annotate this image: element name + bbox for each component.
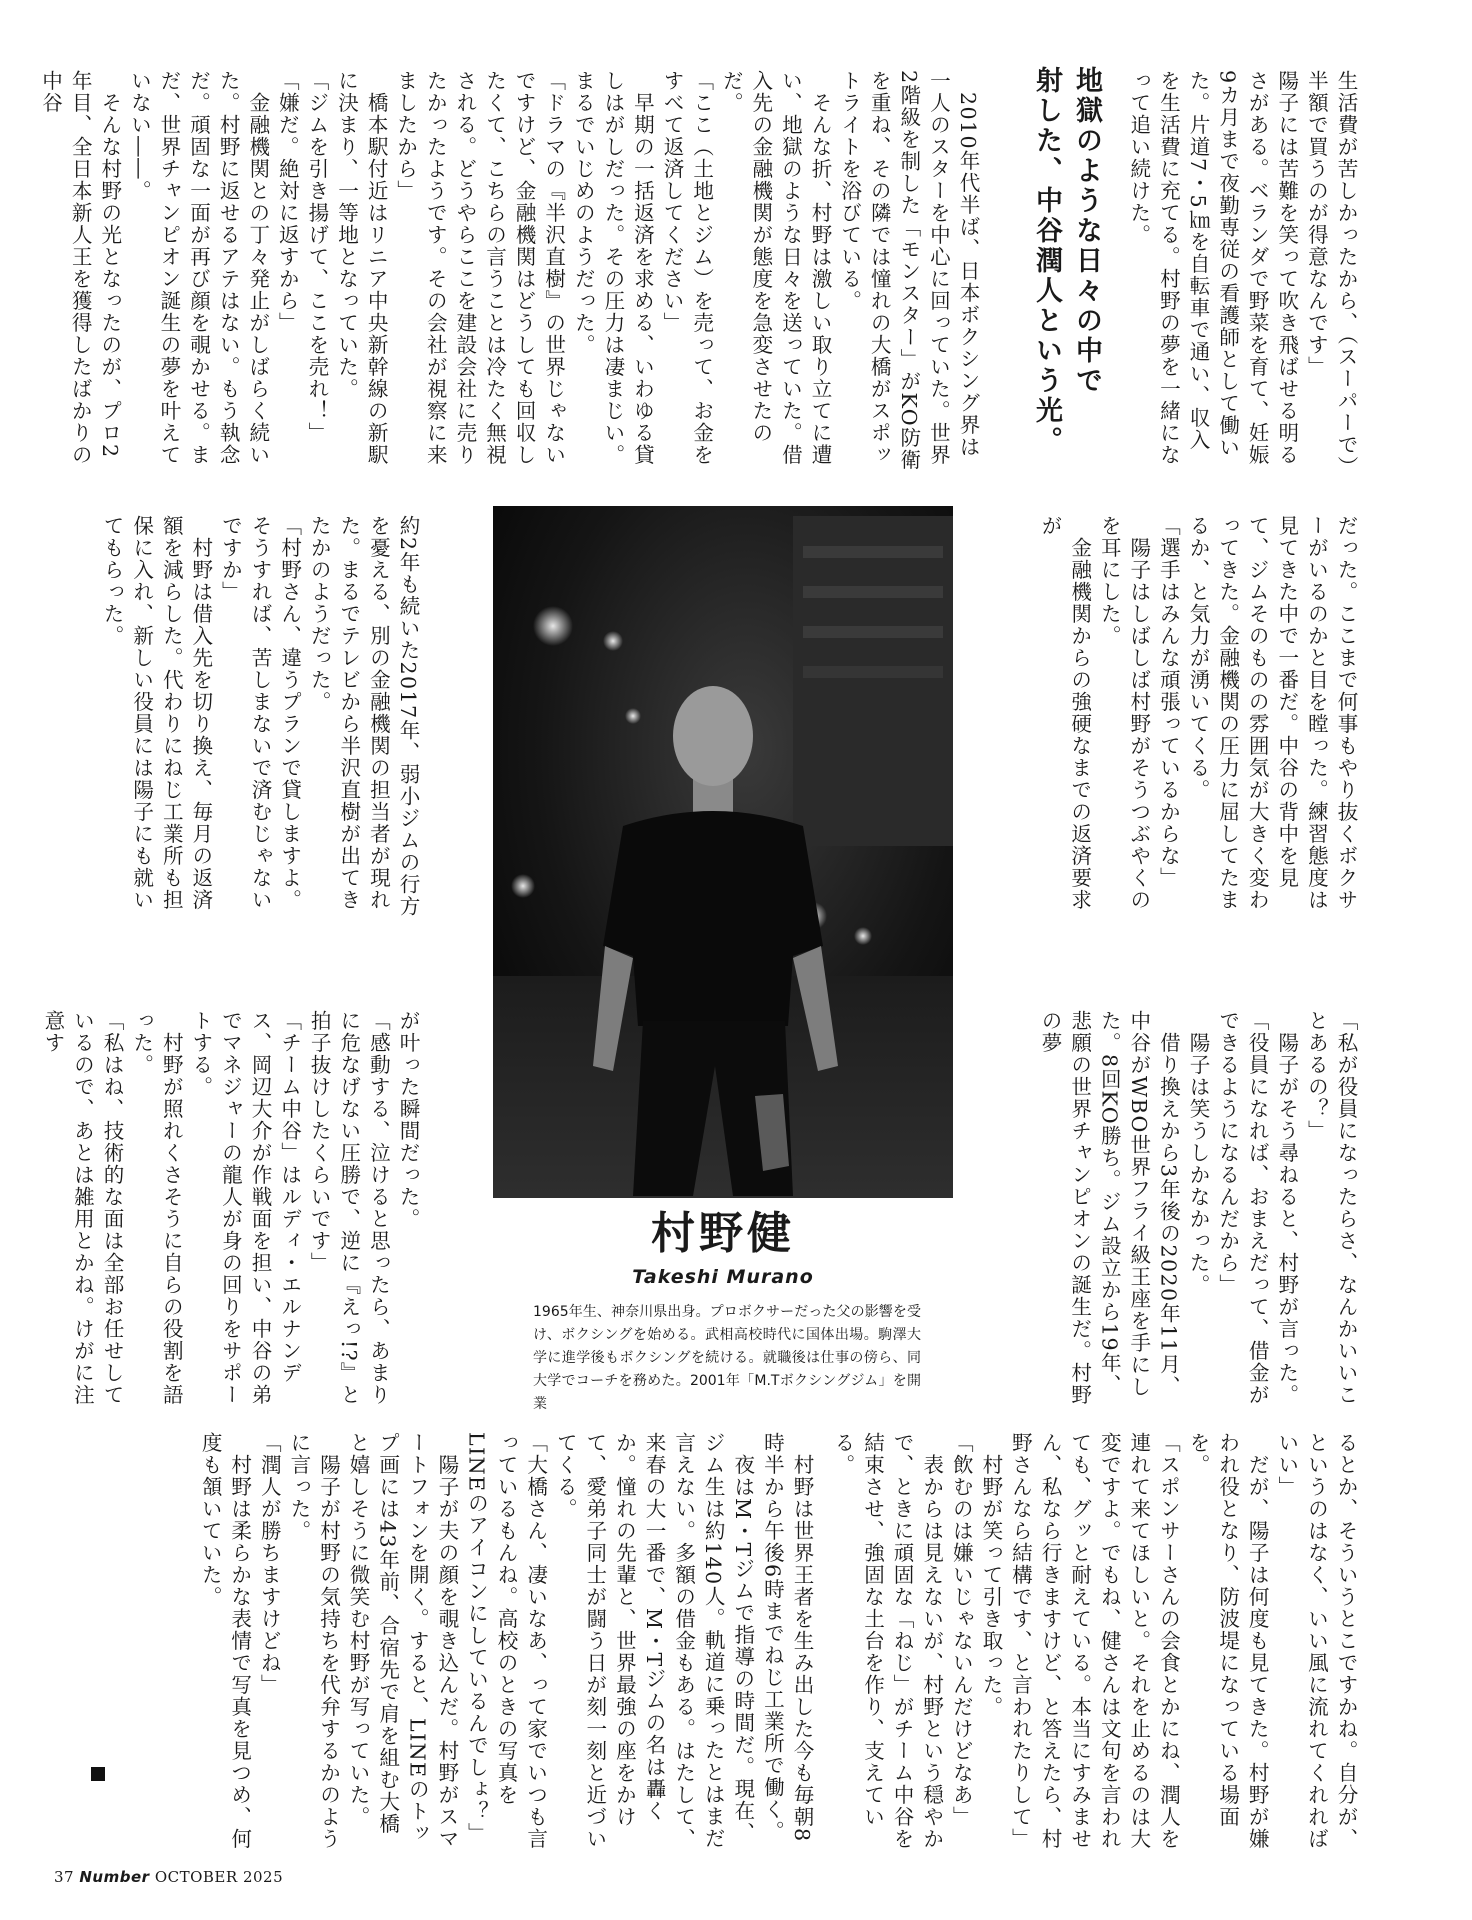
paragraph: 「ここ（土地とジム）を売って、お金をすべて返済してください」 <box>660 70 714 466</box>
headline-line-1: 地獄のような日々の中で <box>1071 66 1102 396</box>
paragraph: 村野が照れくさそうに自らの役割を語った。 <box>129 1010 184 1406</box>
paragraph-list <box>1034 515 1360 925</box>
paragraph: 「チーム中谷」はルディ・エルナンデス、岡辺大介が作戦面を担い、中谷の弟でマネジャーの龍人が身の回りをサポートする。 <box>188 1010 302 1406</box>
article-text-top-right <box>1126 70 1360 472</box>
paragraph-list <box>827 1432 1360 1852</box>
section-headline <box>1014 66 1106 466</box>
magazine-name: Number <box>79 1868 150 1886</box>
paragraph-list <box>1123 70 1360 472</box>
paragraph: るとか、そういうとこですかね。自分が、というのはなく、いい風に流れてくれればいい」 <box>1274 1432 1358 1850</box>
paragraph: 「潤人が勝ちますけどね」 <box>257 1432 282 1696</box>
paragraph: 陽子が村野の気持ちを代弁するかのように言った。 <box>286 1432 341 1850</box>
paragraph-list <box>195 1432 816 1852</box>
paragraph: 「私はね、技術的な面は全部お任せしているので、あとは雑用とかね。けがに注意す <box>40 1010 125 1406</box>
paragraph-list <box>96 515 422 925</box>
paragraph: そんな村野の光となったのが、プロ2年目、全日本新人王を獲得したばかりの中谷 <box>38 70 122 466</box>
paragraph: 陽子は笑うしかなかった。 <box>1186 1010 1211 1296</box>
paragraph: 約2年も続いた2017年、弱小ジムの行方を憂える、別の金融機関の担当者が現れた。まるでテレビから半沢直樹が出てきたかのようだった。 <box>307 515 420 918</box>
paragraph: 村野が笑って引き取った。 <box>978 1432 1003 1718</box>
paragraph: 村野は借入先を切り換え、毎月の返済額を減らした。代わりにねじ工業所も担保に入れ、新しい役員には陽子にも就いてもらった。 <box>100 515 213 911</box>
paragraph: 「選手はみんな頑張っているからな」 <box>1156 515 1181 889</box>
paragraph: 表からは見えないが、村野という穏やかで、ときに頑固な「ねじ」がチーム中谷を結束させ、強固な土台を作り、支えている。 <box>830 1432 944 1850</box>
paragraph: 橋本駅付近はリニア中央新幹線の新駅に決まり、一等地となっていた。 <box>334 70 389 466</box>
paragraph: 金融機関からの強硬なまでの返済要求が <box>1038 515 1092 911</box>
paragraph: 「ドラマの『半沢直樹』の世界じゃないですけど、金融機関はどうしても回収したくて、こちらの言うことは冷たく無視される。どうやらここを建設会社に売りたかったようです。その会社が視察に来ましたから」 <box>393 70 566 466</box>
portrait-illustration <box>493 506 953 1198</box>
paragraph: 早期の一括返済を求める、いわゆる貸しはがしだった。その圧力は凄まじい。まるでいじめのようだった。 <box>571 70 655 466</box>
paragraph: だが、陽子は何度も見てきた。村野が嫌われ役となり、防波堤になっている場面を。 <box>1186 1432 1270 1850</box>
headline-line-2: 射した、中谷潤人という光。 <box>1031 66 1062 456</box>
paragraph: 「飲むのは嫌いじゃないんだけどなあ」 <box>949 1432 974 1828</box>
paragraph: 「大橋さん、凄いなあ、って家でいつも言っているもんね。高校のときの写真をLINEのアイコンにしているんでしょ？」 <box>464 1432 548 1850</box>
paragraph-list <box>35 70 982 472</box>
article-end-mark <box>91 1767 105 1781</box>
portrait-photo <box>493 506 953 1198</box>
article-text-mid-right <box>1038 515 1360 925</box>
issue-date: OCTOBER 2025 <box>154 1868 284 1886</box>
article-text-mid-left <box>92 515 422 925</box>
profile-bio: 1965年生、神奈川県出身。プロボクサーだった父の影響を受け、ボクシングを始める。武相高校時代に国体出場。駒澤大学に進学後もボクシングを続ける。就職後は仕事の傍ら、同大学でコーチを務めた。2001年「M.Tボクシングジム」を開業 <box>533 1304 921 1412</box>
paragraph: 「スポンサーさんの会食とかにね、潤人を連れて来てほしいと。それを止めるのは大変ですよ。でもね、健さんは文句を言われても、グッと耐えている。本当にすみません、私なら行きますけど、と答えたら、村野さんなら結構です、と言われたりして」 <box>1008 1432 1181 1850</box>
paragraph: 陽子がそう尋ねると、村野が言った。 <box>1274 1010 1299 1406</box>
paragraph: 金融機関との丁々発止がしばらく続いた。村野に返せるアテはない。もう執念だ。頑固な一面が再び顔を覗かせる。まだ、世界チャンピオン誕生の夢を叶えていない――。 <box>127 70 270 466</box>
paragraph: 借り換えから3年後の2020年11月、中谷がWBO世界フライ級王座を手にした。8回KO勝ち。ジム設立から19年、悲願の世界チャンピオンの誕生だ。村野の夢 <box>1038 1010 1181 1406</box>
paragraph: そんな折、村野は激しい取り立てに遭い、地獄のような日々を送っていた。借入先の金融機関が態度を急変させたのだ。 <box>719 70 833 466</box>
page-number: 37 <box>54 1868 75 1886</box>
paragraph-list <box>37 1010 422 1412</box>
paragraph: 陽子には苦難を笑って吹き飛ばせる明るさがある。ベランダで野菜を育て、妊娠9カ月まで夜勤専従の看護師として働いた。片道7・5㎞を自転車で通い、収入を生活費に充てる。村野の夢を一緒になって追い続けた。 <box>1126 70 1299 466</box>
article-text-top-left <box>38 70 982 472</box>
subject-name: 村野健 <box>651 1208 795 1259</box>
paragraph: 生活費が苦しかったから、（スーパーで）半額で買うのが得意なんです」 <box>1304 70 1358 468</box>
page-footer <box>54 1868 283 1886</box>
paragraph: が叶った瞬間だった。 <box>396 1010 420 1230</box>
paragraph: だった。ここまで何事もやり抜くボクサーがいるのかと目を瞠った。練習態度は見てきた中で一番だ。中谷の背中を見て、ジムそのものの雰囲気が大きく変わってきた。金融機関の圧力に屈してたまるか、と気力が湧いてくる。 <box>1186 515 1358 911</box>
paragraph: 「嫌だ。絶対に返すから」 <box>275 70 300 334</box>
paragraph: 「村野さん、違うプランで貸しますよ。そうすれば、苦しまないで済むじゃないですか」 <box>218 515 302 911</box>
paragraph-list <box>1034 1010 1360 1412</box>
paragraph: 「ジムを引き揚げて、ここを売れ！」 <box>304 70 329 444</box>
article-text-lower-left <box>40 1010 422 1412</box>
article-text-bottom-right <box>830 1432 1360 1852</box>
paragraph: 「役員になれば、おまえだって、借金ができるようになるんだから」 <box>1215 1010 1270 1406</box>
paragraph: 村野は世界王者を生み出した今も毎朝8時半から午後6時までねじ工業所で働く。 <box>760 1432 814 1843</box>
paragraph: 「感動する、泣けると思ったら、あまりに危なげない圧勝で、逆に『えっ!?』と拍子抜けしたくらいです」 <box>307 1010 391 1407</box>
paragraph: 村野は柔らかな表情で写真を見つめ、何度も頷いていた。 <box>198 1432 252 1850</box>
subject-name-romaji: Takeshi Murano <box>632 1266 814 1288</box>
article-text-bottom-left <box>92 1432 816 1852</box>
paragraph: 陽子はしばしば村野がそうつぶやくのを耳にした。 <box>1097 515 1151 911</box>
article-text-lower-right <box>1038 1010 1360 1412</box>
paragraph: 2010年代半ば、日本ボクシング界は一人のスターを中心に回っていた。世界2階級を制した「モンスター」がKO防衛を重ね、その隣では憧れの大橋がスポットライトを浴びている。 <box>837 70 980 472</box>
paragraph: 「私が役員になったらさ、なんかいいことあるの？」 <box>1304 1010 1358 1406</box>
paragraph: 陽子が夫の顔を覗き込んだ。村野がスマートフォンを開く。すると、LINEのトップ画には43年前、合宿先で肩を組む大橋と嬉しそうに微笑む村野が写っていた。 <box>346 1432 459 1850</box>
paragraph: 夜はM・Tジムで指導の時間だ。現在、ジム生は約140人。軌道に乗ったとはまだ言えない。多額の借金もある。はたして、来春の大一番で、M・Tジムの名は轟くか。憧れの先輩と、世界最強の座をかけて、愛弟子同士が闘う日が刻一刻と近づいてくる。 <box>553 1432 755 1850</box>
